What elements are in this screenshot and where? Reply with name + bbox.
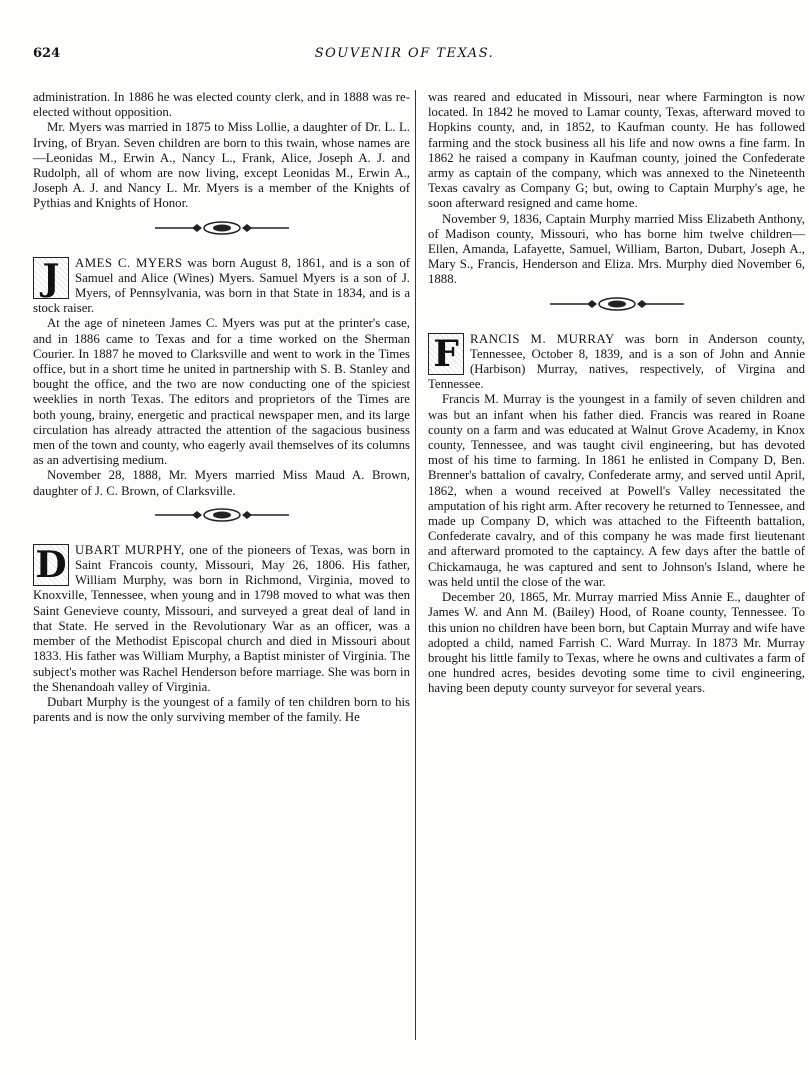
right-column: [428, 90, 805, 697]
ornament-icon: [147, 505, 297, 525]
dropcap: J: [33, 257, 69, 299]
paragraph: December 20, 1865, Mr. Murray married Miss Annie E., daughter of James W. and Ann M. (Bailey) Hood, of Roane county, Tennessee. To this union no children have been born, but Captain Murray and wife have adopted a child, named Farrish C. Ward Murray. In 1873 Mr. Murray brought his little family to Texas, where he owns and cultivates a farm of one hundred acres, besides devoting some time to civil engineering, having been deputy county surveyor for several years.: [428, 590, 805, 696]
entry-text: was born August 8, 1861, and is a son of Samuel and Alice (Wines) Myers. Samuel Myers is a son of J. Myers, of Pennsylvania, was born in that State in 1834, and is a stock raiser.: [33, 255, 410, 316]
entry-francis-murray: [428, 332, 805, 393]
entry-name: AMES C. MYERS: [75, 255, 183, 270]
entry-text: was born in Anderson county, Tennessee, October 8, 1839, and is a son of John and Annie (Harbison) Murray, natives, respectively, of Virgina and Tennessee.: [428, 331, 805, 392]
section-ornament: [428, 294, 805, 322]
paragraph: November 28, 1888, Mr. Myers married Miss Maud A. Brown, daughter of J. C. Brown, of Clarksville.: [33, 468, 410, 498]
entry-james-myers: [33, 256, 410, 317]
ornament-icon: [542, 294, 692, 314]
dropcap: D: [33, 544, 69, 586]
entry-dubart-murphy: [33, 543, 410, 695]
entry-name: RANCIS M. MURRAY: [470, 331, 615, 346]
paragraph: administration. In 1886 he was elected county clerk, and in 1888 was re-elected without opposition.: [33, 90, 410, 120]
paragraph: Mr. Myers was married in 1875 to Miss Lollie, a daughter of Dr. L. L. Irving, of Bryan. Seven children are born to this twain, whose names are—Leonidas M., Erwin A., Nancy L., Frank, Alice, Joseph A. J. and Rudolph, all of whom are now living, except Leonidas M., Erwin A., Joseph A. J. and Nancy L. Mr. Myers is a member of the Knights of Pythias and Knights of Honor.: [33, 120, 410, 211]
paragraph: was reared and educated in Missouri, near where Farmington is now located. In 1842 he moved to Lamar county, Texas, afterward moved to Hopkins county, and, in 1852, to Kaufman county. He has followed farming and the stock business all his life and now owns a fine farm. In 1862 he raised a company in Kaufman county, joined the Confederate army as captain of the company, which was annexed to the Nineteenth Texas cavalry as Company G; but, owing to Captain Murphy's age, he soon afterward resigned and came home.: [428, 90, 805, 211]
section-ornament: [33, 505, 410, 533]
running-title: SOUVENIR OF TEXAS.: [314, 46, 495, 61]
left-column: [33, 90, 410, 725]
paragraph: Francis M. Murray is the youngest in a family of seven children and was but an infant when his father died. Francis was reared in Roane county on a farm and was educated at Walnut Grove Academy, in Knox county, Tennessee, and was taught civil engineering, but has devoted most of his time to farming. In 1861 he enlisted in Company D, Ben. Brenner's battalion of cavalry, Confederate army, and served until April, 1862, when a wound received at Powell's Valley necessitated the amputation of his right arm. After recovery he returned to Tennessee, and made up Company D, which was attached to the Fifteenth battalion, Confederate cavalry, and of this company he was made first lieutenant and afterward promoted to the captaincy. A few days after the battle of Chickamauga, he was captured and sent to Johnson's Island, where he was held until the close of the war.: [428, 392, 805, 589]
entry-name: UBART MURPHY,: [75, 542, 185, 557]
dropcap: F: [428, 333, 464, 375]
paragraph: Dubart Murphy is the youngest of a family of ten children born to his parents and is now the only surviving member of the family. He: [33, 694, 410, 725]
section-ornament: [33, 218, 410, 246]
paragraph: At the age of nineteen James C. Myers was put at the printer's case, and in 1886 came to Texas and for a time worked on the Sherman Courier. In 1887 he moved to Clarksville and went to work in the Times office, but in a short time he united in partnership with S. B. Stanley and bought the office, and the two are now conducting one of the spiciest weeklies in north Texas. The editors and proprietors of the Times are both young, brainy, energetic and practical newspaper men, and its large circulation has already attracted the attention of the sagacious business men of the town and county, who eagerly avail themselves of its columns as an advertising medium.: [33, 316, 410, 468]
entry-text: one of the pioneers of Texas, was born in Saint Francois county, Missouri, May 26, 1806. His father, William Murphy, was born in Richmond, Virginia, moved to Knoxville, Tennessee, when young and in 1798 moved to what was then Saint Genevieve county, Missouri, and surveyed a great deal of land in that State. He served in the Revolutionary War as an officer, was a member of the Methodist Episcopal church and died in Missouri about 1833. His father was William Murphy, a Baptist minister of Virginia. The subject's mother was Rachel Henderson before marriage. She was born in the Shenandoah valley of Virginia.: [33, 542, 410, 694]
column-divider: [415, 90, 416, 1040]
page-number: 624: [33, 46, 61, 61]
paragraph: November 9, 1836, Captain Murphy married Miss Elizabeth Anthony, of Madison county, Missouri, who has borne him twelve children—Ellen, Amanda, Lafayette, Samuel, William, Barton, Dubart, Joseph A., Mary S., Francis, Henderson and Eliza. Mrs. Murphy died November 6, 1888.: [428, 211, 805, 287]
page-header: [0, 46, 809, 68]
ornament-icon: [147, 218, 297, 238]
